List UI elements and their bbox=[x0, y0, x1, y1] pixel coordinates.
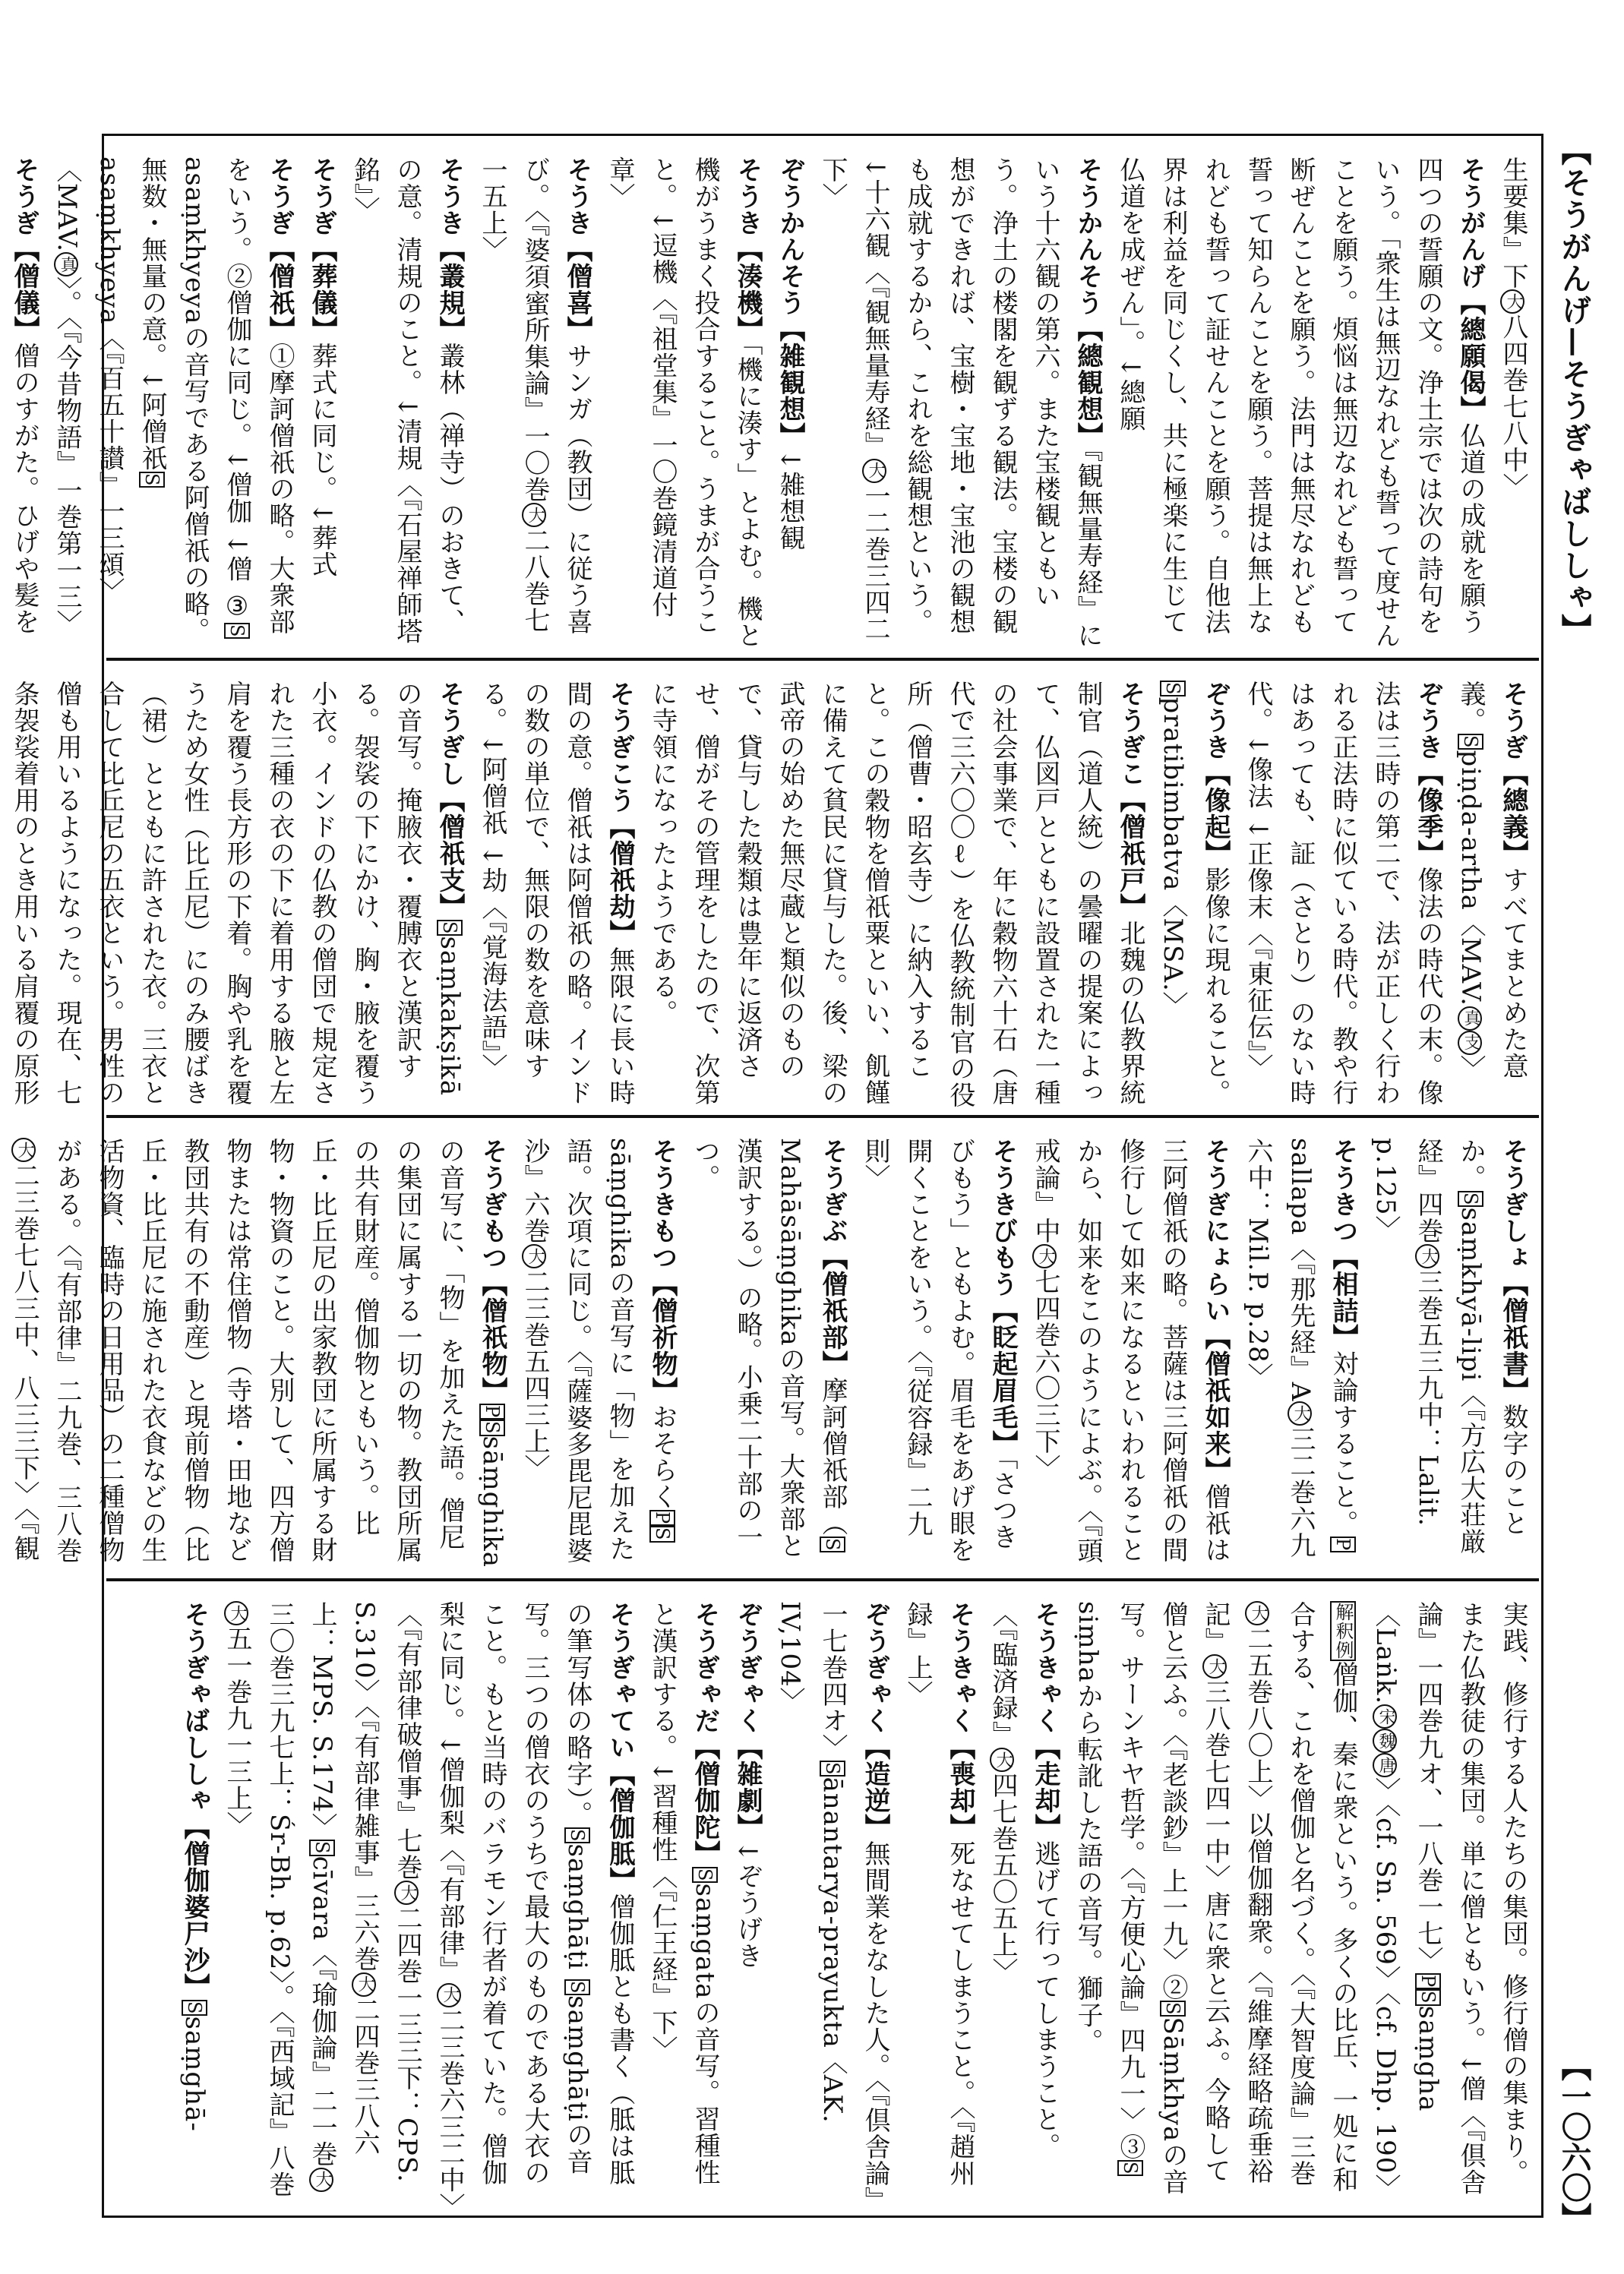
entry-body: Ssaṃghā- bbox=[179, 2001, 210, 2132]
source-marker: 大 bbox=[1288, 1401, 1312, 1426]
language-marker: S bbox=[139, 472, 165, 488]
dictionary-entry bbox=[0, 681, 471, 1109]
language-marker: S bbox=[1458, 734, 1483, 750]
language-marker: S bbox=[1160, 2001, 1186, 2017]
dictionary-entry bbox=[1364, 1138, 1534, 1571]
entry-headword: そうかんそう【總観想】 bbox=[1073, 156, 1103, 449]
dictionary-entry bbox=[1024, 1138, 1237, 1571]
language-marker: S bbox=[564, 1979, 590, 1995]
entry-body: 無限に長い時間の意。僧祇は阿僧祇の略。インドの数の単位で、無限の数を意味する。↓阿僧祇 ↓劫〈『覚海法語』〉 bbox=[477, 681, 635, 1106]
entry-headword: そうぎこ【僧祇戸】 bbox=[1115, 681, 1145, 920]
source-marker: 大 bbox=[309, 2168, 333, 2192]
entry-body: 摩訶僧祇部（SMahāsāṃghikaの音写。大衆部と漢訳する。）の略。小乗二十部の一つ。 bbox=[690, 1138, 848, 1559]
language-marker: S bbox=[564, 1827, 590, 1843]
entry-headword: そうき【湊機】 bbox=[732, 156, 763, 343]
label-marker: 解釈例 bbox=[1330, 1601, 1356, 1661]
dictionary-entry bbox=[684, 1138, 854, 1571]
entry-body: 生要集』下大八四巻七八中〉 bbox=[1498, 156, 1528, 500]
dictionary-entry bbox=[769, 1601, 896, 2207]
dictionary-entry bbox=[811, 156, 1109, 652]
entry-body: 北魏の仏教界統制官（道人統）の曇曜の提案によって、仏図戸とともに設置された一種の社会事業で、年に穀物六十石（唐代で三六〇〇ℓ）を仏教統制官の役所（僧曹・昭玄寺）に納入すること。この穀物を僧祇粟といい、飢饉に備えて貧民に貸与した。後、梁の武帝の始めた無尽蔵と類似のもので、貸与した穀類は豊年に返済させ、僧がその管理をしたので、次第に寺領になったようである。 bbox=[647, 681, 1145, 1108]
dictionary-entry bbox=[173, 1601, 216, 2207]
dictionary-entry bbox=[854, 1138, 1024, 1571]
language-marker: S bbox=[820, 1761, 845, 1777]
dictionary-entry bbox=[471, 156, 599, 652]
source-marker: 唐 bbox=[1373, 1753, 1397, 1777]
language-marker: P bbox=[1330, 1537, 1356, 1552]
language-marker: S bbox=[1415, 1989, 1441, 2005]
source-marker: 大 bbox=[352, 1972, 376, 1997]
entry-body: ①摩訶僧祇の略。大衆部をいう。②僧伽に同じ。↓僧伽 ↓僧 ③Sasaṃkhyeyaの音写である阿僧祇の略。無数・無量の意。↓阿僧祇Sasaṃkhyeya〈『百五十讃』一三頌〉〈MAV.真〉。〈『今昔物語』一巻第一三〉 bbox=[52, 156, 295, 644]
entry-headword: そうぎこう【僧祇劫】 bbox=[605, 681, 635, 946]
entry-headword: そうぎ【僧儀】 bbox=[9, 156, 39, 343]
language-marker: S bbox=[1458, 1191, 1483, 1207]
language-marker: S bbox=[437, 920, 463, 936]
language-marker: S bbox=[182, 2000, 207, 2016]
dictionary-entry bbox=[343, 156, 471, 652]
dictionary-entry bbox=[1237, 1138, 1364, 1571]
entry-body: ↓ぞうげき bbox=[732, 1840, 763, 1969]
entry-body: 逃げて行ってしまうこと。〈『臨済録』大四七巻五〇五上〉 bbox=[987, 1601, 1060, 2159]
source-marker: 大 bbox=[1500, 289, 1524, 314]
source-marker: 大 bbox=[522, 1244, 546, 1268]
tier-1 bbox=[9, 137, 1539, 659]
entry-body: 叢林（禅寺）のおきて、の意。清規のこと。↓清規〈『石屋禅師塔銘』〉 bbox=[349, 156, 465, 645]
language-marker: S bbox=[1160, 681, 1186, 696]
entry-body: 葬式に同じ。↓葬式 bbox=[307, 343, 337, 578]
dictionary-entry bbox=[301, 156, 343, 652]
tier-4 bbox=[106, 1581, 1539, 2215]
entry-body: 僧祇は三阿僧祇の略。菩薩は三阿僧祇の間修行して如来になるといわれることから、如来をこのようによぶ。〈『頭戒論』中大七四巻六〇三下〉 bbox=[1030, 1138, 1231, 1564]
entry-headword: そうがんげ【總願偈】 bbox=[1455, 156, 1486, 422]
entry-headword: そうぎし【僧祇支】 bbox=[434, 681, 465, 920]
source-marker: 大 bbox=[990, 1748, 1014, 1772]
dictionary-entry bbox=[0, 156, 46, 652]
entry-headword: ぞうき【像起】 bbox=[1200, 681, 1231, 867]
source-marker: 支 bbox=[1458, 1031, 1482, 1055]
entry-body: ↓雑想観 bbox=[775, 449, 805, 551]
entry-headword: そうきびもう【眨起眉毛】 bbox=[987, 1138, 1018, 1457]
tier-3 bbox=[9, 1118, 1539, 1578]
language-marker: P bbox=[1415, 1973, 1441, 1989]
dictionary-entry bbox=[46, 156, 301, 652]
language-marker: S bbox=[309, 1840, 335, 1856]
dictionary-entry bbox=[599, 156, 769, 652]
dictionary-entry bbox=[1237, 681, 1449, 1109]
source-marker: 大 bbox=[522, 503, 546, 527]
entry-headword: そうぎにょらい【僧祇如来】 bbox=[1200, 1138, 1231, 1483]
source-marker: 大 bbox=[1202, 1654, 1227, 1679]
dictionary-entry bbox=[769, 156, 811, 652]
source-marker: 大 bbox=[1032, 1244, 1057, 1268]
source-marker: 真 bbox=[54, 252, 78, 276]
dictionary-entry bbox=[641, 681, 1152, 1109]
dictionary-entry bbox=[896, 1601, 981, 2207]
entry-headword: そうぎゃてい【僧伽胝】 bbox=[605, 1601, 635, 1893]
entry-body: 対論すること。Psallapa〈『那先経』A大三二巻六九六中：Mil.P. p.28〉 bbox=[1243, 1138, 1358, 1559]
entry-headword: そうぎゃだ【僧伽陀】 bbox=[690, 1601, 720, 1867]
entry-body: PSsāṃghikaの音写に、「物」を加えた語。僧尼の集団に属する一切の物。教団所属の共有財産。僧伽物ともいう。比丘・比丘尼の出家教団に所属する財物・物資のこと。大別して、四方僧物または常住僧物（寺塔・田地など教団共有の不動産）と現前僧物（比丘・比丘尼に施された衣食などの生活物資、臨時の日用品）の二種僧物がある。〈『有部律』二九巻、三八巻大二三巻七八三中、八三三下〉〈『観 bbox=[9, 1138, 507, 1568]
entry-body: 実践、修行する人たちの集団。修行僧の集まり。また仏教徒の集団。単に僧ともいう。↓僧〈『倶舎論』一四巻九オ、一八巻一七〉PSsaṃgha〈Laṅk.宋魏唐〉〈cf. Sn. 569〉〈cf. Dhp. 190〉解釈例僧伽、秦に衆という。多くの比丘、一処に和合する、これを僧伽と名づく。〈『大智度論』三巻大二五巻八〇上〉以僧伽翻衆。〈『維摩経略疏垂裕記』大三八巻七四一中〉唐に衆と云ふ。今略して僧と云ふ。〈『老談鈔』上一九〉②SSāṃkhyaの音写。サーンキヤ哲学。〈『方便心論』四九一〉③Ssiṃhaから転訛した語の音写。獅子。 bbox=[1073, 1601, 1528, 2201]
language-marker: S bbox=[224, 623, 250, 639]
source-marker: 大 bbox=[394, 1881, 419, 1905]
entry-body: 「機に湊す」とよむ。機と機がうまく投合すること。うまが合うこと。↓逗機〈『祖堂集』一〇巻鏡清道付章〉 bbox=[605, 156, 763, 649]
entry-headword: そうぎ【葬儀】 bbox=[307, 156, 337, 343]
entry-body: おそらくPSsāṃghikaの音写に「物」を加えた語。次項に同じ。〈『薩婆多毘尼毘婆沙』六巻大二三巻五四三上〉 bbox=[520, 1138, 678, 1564]
entry-body: Ssaṃkakṣikāの音写。掩腋衣・覆膊衣と漢訳する。袈裟の下にかけ、胸・腋を覆う小衣。インドの仏教の僧団で規定された三種の衣の下に着用する腋と左肩を覆う長方形の下着。胸や乳を覆うため女性（比丘尼）にのみ腰ばき（裙）とともに許された衣。三衣と合して比丘尼の五衣という。男性の僧も用いるようになった。現在、七条袈裟着用のとき用いる肩覆の原形 bbox=[9, 681, 465, 1106]
entry-headword: ぞうき【像季】 bbox=[1413, 681, 1443, 867]
entry-headword: そうぎ【總義】 bbox=[1498, 681, 1528, 867]
source-marker: 大 bbox=[224, 1601, 248, 1625]
entry-headword: そうぎ【僧祇】 bbox=[264, 156, 295, 343]
dictionary-entry bbox=[216, 1601, 641, 2207]
source-marker: 大 bbox=[437, 1983, 461, 2007]
entry-body: 無間業をなした人。〈『倶舎論』一七巻四オ〉Sānantarya-prayukta〈AK. IV,104〉 bbox=[775, 1601, 890, 2200]
entry-headword: そうきゃく【走却】 bbox=[1030, 1601, 1060, 1840]
dictionary-entry bbox=[1449, 681, 1534, 1109]
entry-body: 仏道の成就を願う四つの誓願の文。浄土宗では次の詩句をいう。「衆生は無辺なれども誓って度せんことを願う。煩悩は無辺なれども誓って断ぜんことを願う。法門は無尽なれども誓って知らんことを願う。菩提は無上なれども誓って証せんことを願う。自他法界は利益を同じくし、共に極楽に生じて仏道を成ぜん」。↓總願 bbox=[1115, 156, 1486, 649]
entry-headword: そうぎぶ【僧祇部】 bbox=[817, 1138, 848, 1377]
entry-headword: ぞうかんそう【雑観想】 bbox=[775, 156, 805, 449]
language-marker: S bbox=[479, 1420, 505, 1435]
entry-body: 像法の時代の末。像法は三時の第二で、法が正しく行われる正法時に似ている時代。教や行はあっても、証（さとり）のない時代。↓像法 ↓正像末〈『東征伝』〉 bbox=[1243, 681, 1443, 1106]
entry-body: 「さつきびもう」ともよむ。眉毛をあげ眼を開くことをいう。〈『従容録』二九則〉 bbox=[860, 1138, 1018, 1563]
dictionary-entry bbox=[1152, 681, 1237, 1109]
language-marker: S bbox=[649, 1526, 675, 1542]
source-marker: 魏 bbox=[1373, 1729, 1397, 1753]
entry-headword: そうぎゃばししゃ【僧伽婆尸沙】 bbox=[179, 1601, 210, 2000]
entry-headword: そうぎもつ【僧祇物】 bbox=[477, 1138, 507, 1404]
dictionary-entry bbox=[471, 681, 641, 1109]
entry-continuation bbox=[1066, 1601, 1534, 2207]
dictionary-entry bbox=[0, 1138, 513, 1571]
language-marker: P bbox=[649, 1510, 675, 1526]
language-marker: S bbox=[820, 1537, 845, 1552]
source-marker: 大 bbox=[1415, 1244, 1439, 1268]
entry-headword: そうきゃく【喪却】 bbox=[945, 1601, 975, 1840]
source-marker: 宋 bbox=[1373, 1704, 1397, 1729]
entry-body: サンガ（教団）に従う喜び。〈『婆須蜜所集論』一〇巻大二八巻七一五上〉 bbox=[477, 156, 592, 635]
entry-headword: そうきつ【相詰】 bbox=[1328, 1138, 1358, 1350]
entry-body: Ssaṃgataの音写。習種性と漢訳する。↓習種性〈『仁王経』下〉 bbox=[647, 1601, 720, 2186]
language-marker: S bbox=[1117, 2160, 1143, 2176]
source-marker: 真 bbox=[1458, 1006, 1482, 1031]
dictionary-entry bbox=[641, 1601, 726, 2207]
entry-body: 影像に現れること。Spratibimbatva〈MSA.〉 bbox=[1158, 682, 1231, 1106]
running-head: 【そうがんげ—そうぎゃばししゃ】 bbox=[1556, 135, 1592, 646]
dictionary-entry bbox=[981, 1601, 1066, 2207]
language-marker: S bbox=[692, 1867, 718, 1883]
entry-headword: そうき【叢規】 bbox=[434, 156, 465, 343]
entry-headword: ぞうぎゃく【造逆】 bbox=[860, 1601, 890, 1840]
entry-headword: そうき【僧喜】 bbox=[562, 156, 592, 343]
entry-body: すべてまとめた意義。Spiṇḍa-artha〈MAV.真支〉 bbox=[1455, 681, 1528, 1082]
entry-headword: そうきもつ【僧祈物】 bbox=[647, 1138, 678, 1404]
source-marker: 大 bbox=[862, 459, 886, 483]
page-number: 【一〇六〇】 bbox=[1556, 2051, 1592, 2233]
source-marker: 大 bbox=[1245, 1601, 1269, 1625]
tier-2 bbox=[9, 661, 1539, 1116]
dictionary-entry bbox=[1109, 156, 1492, 652]
dictionary-entry bbox=[726, 1601, 769, 2207]
entry-body: 『観無量寿経』にいう十六観の第六。また宝楼観ともいう。浄土の楼閣を観ずる観法。宝楼の観想ができれば、宝樹・宝地・宝池の観想も成就するから、これを総観想という。↓十六観〈『観無量寿経』大一二巻三四二下〉 bbox=[817, 156, 1103, 649]
entry-body: 数字のことか。Ssaṃkhyā-lipi〈『方広大荘厳経』四巻大三巻五三九中：Lalit. p.125〉 bbox=[1370, 1138, 1528, 1555]
language-marker: P bbox=[479, 1404, 505, 1420]
entry-headword: そうぎしょ【僧祇書】 bbox=[1498, 1138, 1528, 1404]
source-marker: 大 bbox=[11, 1138, 36, 1162]
dictionary-entry bbox=[513, 1138, 684, 1571]
entry-body: 僧のすがた。ひげや髪を bbox=[9, 343, 39, 635]
entry-headword: ぞうぎゃく【雑劇】 bbox=[732, 1601, 763, 1840]
entry-continuation bbox=[1492, 156, 1534, 652]
entry-body: 僧伽胝とも書く（胝は胝の筆写体の略字）。Ssaṃghāṭi Ssaṃghāṭiの音写。三つの僧衣のうちで最大のものである大衣のこと。もと当時のバラモン行者が着ていた。僧伽梨に同じ。↓僧伽梨〈『有部律』大二三巻六三二中〉〈『有部律破僧事』七巻大二四巻一三三下：CPS. S.310〉〈『有部律雑事』三六巻大二四巻三八六上：MPS. S.174〉Scīvara〈『瑜伽論』二一巻大三〇巻三九七上：Śr-Bh. p.62〉。〈『西域記』八巻大五一巻九一三上〉 bbox=[222, 1601, 635, 2207]
entry-body: 死なせてしまうこと。〈『趙州録』上〉 bbox=[902, 1601, 975, 2187]
